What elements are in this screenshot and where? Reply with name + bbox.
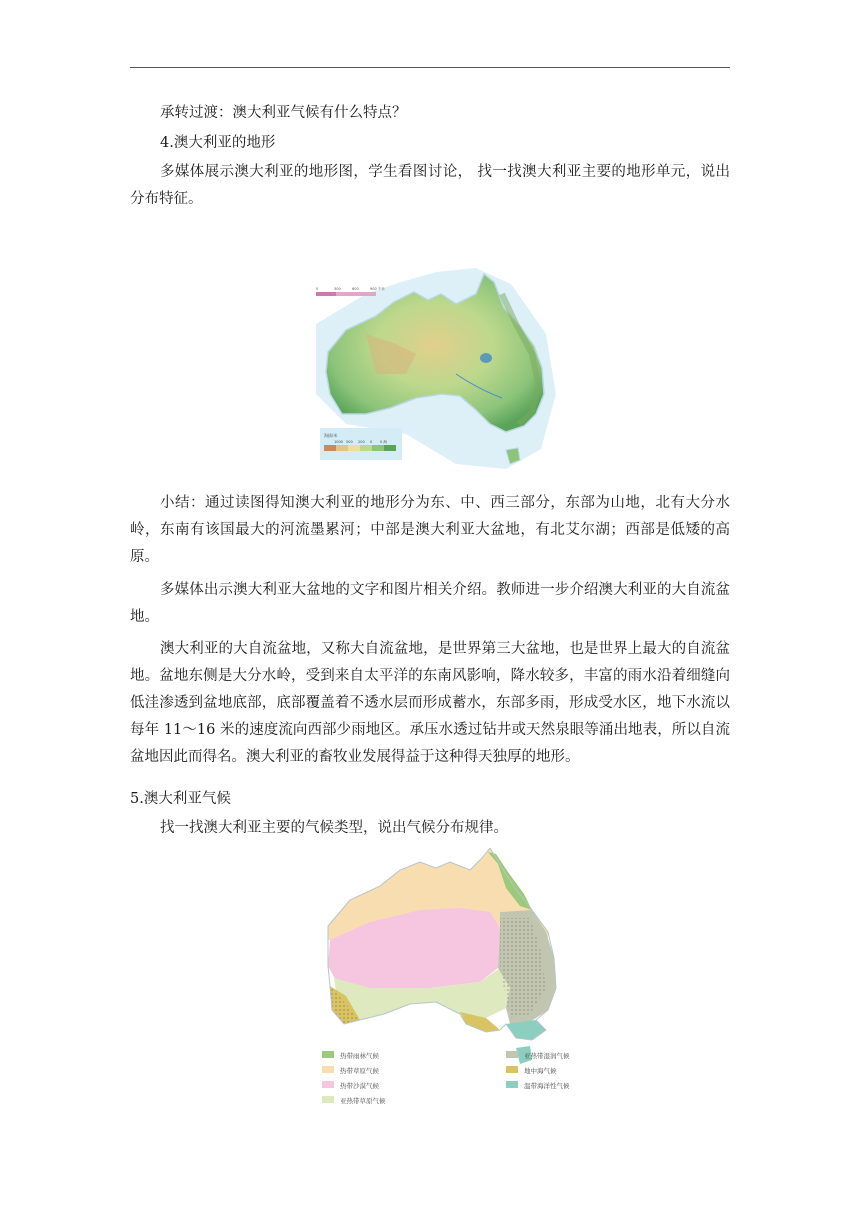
scale-label-1: 300 <box>334 287 341 291</box>
elevation-tick-2: 200 <box>358 440 365 444</box>
elevation-legend <box>320 428 402 460</box>
climate-legend-label-6: 亚热带草原气候 <box>340 1097 386 1105</box>
australia-climate-map <box>310 848 600 1113</box>
scale-label-3: 900 千米 <box>370 287 385 291</box>
basin-intro-paragraph: 多媒体出示澳大利亚大盆地的文字和图片相关介绍。教师进一步介绍澳大利亚的大自流盆地。 <box>130 582 730 625</box>
terrain-task-paragraph: 多媒体展示澳大利亚的地形图，学生看图讨论， 找一找澳大利亚主要的地形单元，说出分布特征。 <box>130 164 730 207</box>
elevation-tick-0: 1000 <box>334 440 343 444</box>
basin-detail-paragraph: 澳大利亚的大自流盆地，又称大自流盆地，是世界第三大盆地，也是世界上最大的自流盆地。盆地东侧是大分水岭，受到来自太平洋的东南风影响，降水较多，丰富的雨水沿着细缝向低洼渗透到盆地底部，底部覆盖着不透水层而形成蓄水，东部多雨，形成受水区，地下水流以每年 11～16 米的速度流向西部少雨地区。承压水透过钻井或天然泉眼等涌出地表，所以自流盆地因此而得名。澳大利亚的畜牧业发展得益于这种得天独厚的地形。 <box>130 641 730 765</box>
climate-legend-label-2: 热带草原气候 <box>340 1067 379 1075</box>
summary-paragraph: 小结：通过读图得知澳大利亚的地形分为东、中、西三部分，东部为山地，北有大分水岭，东南有该国最大的河流墨累河；中部是澳大利亚大盆地，有北艾尔湖；西部是低矮的高原。 <box>130 495 730 565</box>
climate-legend-label-5: 温带海洋性气候 <box>524 1082 570 1090</box>
climate-legend-label-4: 热带沙漠气候 <box>340 1082 379 1090</box>
australia-terrain-map <box>306 264 558 476</box>
section4-heading: 4.澳大利亚的地形 <box>160 135 276 151</box>
elevation-tick-3: 0 <box>370 440 373 444</box>
transition-text: 承转过渡：澳大利亚气候有什么特点？ <box>160 105 407 121</box>
elevation-tick-1: 500 <box>346 440 353 444</box>
climate-legend-label-1: 亚热带湿润气候 <box>524 1052 570 1060</box>
scale-label-0: 0 <box>316 287 319 291</box>
section5-heading: 5.澳大利亚气候 <box>130 791 231 807</box>
climate-legend-label-0: 热带雨林气候 <box>340 1052 379 1060</box>
elevation-tick-4: 0 海 <box>380 440 387 444</box>
lake-eyre-icon <box>480 353 492 363</box>
header-rule <box>130 67 730 68</box>
elevation-legend-title: 海拔/米 <box>324 433 338 438</box>
scale-label-2: 600 <box>352 287 359 291</box>
climate-legend <box>322 1051 570 1105</box>
climate-legend-label-3: 地中海气候 <box>524 1067 557 1075</box>
climate-task-paragraph: 找一找澳大利亚主要的气候类型，说出气候分布规律。 <box>160 820 508 836</box>
